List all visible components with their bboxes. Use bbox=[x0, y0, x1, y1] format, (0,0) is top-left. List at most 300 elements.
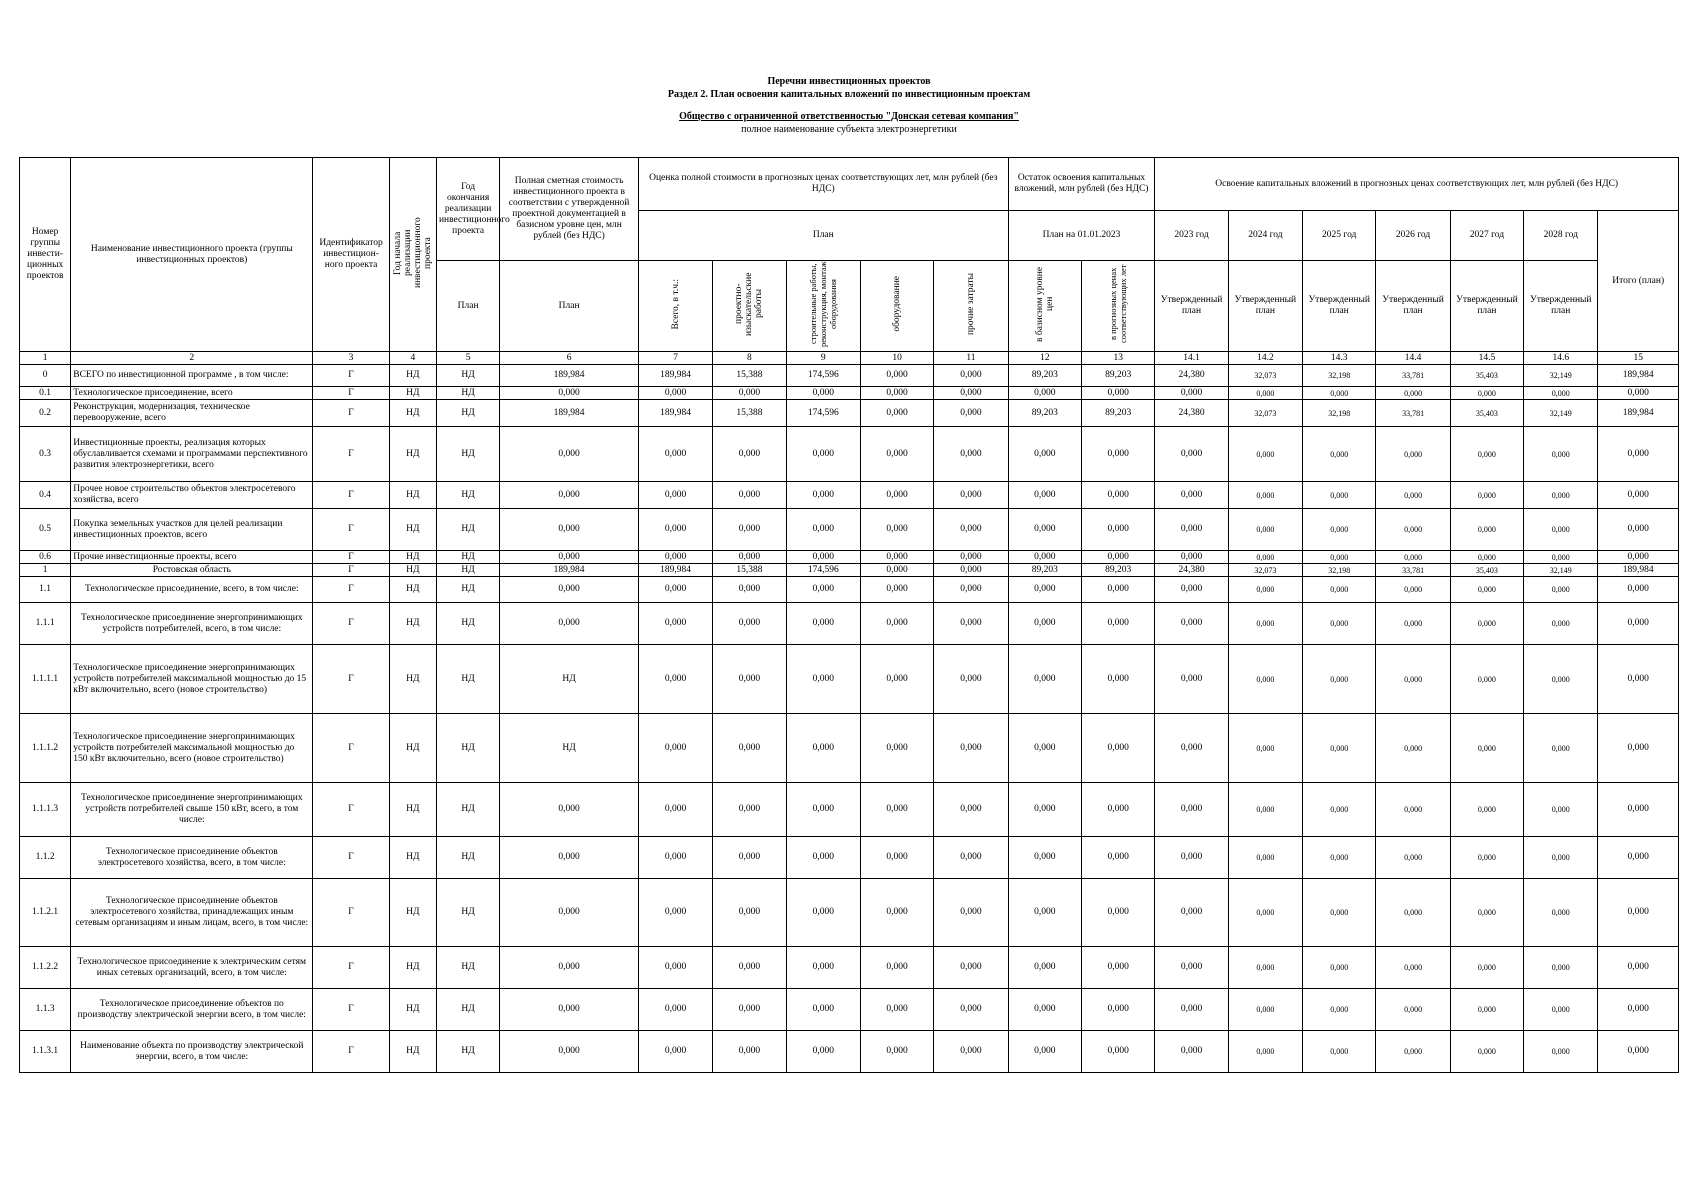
row-identifier: Г bbox=[313, 365, 389, 387]
row-start-year: НД bbox=[389, 427, 436, 482]
header-approved-2026: Утвержденный план bbox=[1376, 261, 1450, 352]
row-value: 0,000 bbox=[638, 509, 712, 551]
row-value: 0,000 bbox=[1450, 645, 1523, 714]
row-value: 0,000 bbox=[1008, 482, 1081, 509]
row-value: 0,000 bbox=[1598, 783, 1679, 837]
row-value: 0,000 bbox=[934, 989, 1008, 1031]
row-identifier: Г bbox=[313, 603, 389, 645]
row-value: 0,000 bbox=[1228, 387, 1302, 400]
row-value: 0,000 bbox=[1082, 427, 1155, 482]
row-name: Технологическое присоединение объектов по производству электрической энергии всего, в том числе: bbox=[71, 989, 313, 1031]
header-remain-base bbox=[1008, 261, 1081, 352]
row-value: 0,000 bbox=[1082, 551, 1155, 564]
row-name: Прочие инвестиционные проекты, всего bbox=[71, 551, 313, 564]
row-value: 0,000 bbox=[1450, 603, 1523, 645]
column-number: 13 bbox=[1082, 352, 1155, 365]
row-identifier: Г bbox=[313, 645, 389, 714]
row-name: Технологическое присоединение, всего, в том числе: bbox=[71, 577, 313, 603]
row-value: 0,000 bbox=[860, 577, 933, 603]
row-name: Технологическое присоединение к электрическим сетям иных сетевых организаций, всего, в том числе: bbox=[71, 947, 313, 989]
row-value: 0,000 bbox=[1376, 879, 1450, 947]
header-year-2027: 2027 год bbox=[1450, 211, 1523, 261]
row-end-year: НД bbox=[436, 551, 499, 564]
row-value: 0,000 bbox=[1155, 837, 1228, 879]
row-value: 0,000 bbox=[638, 427, 712, 482]
row-value: 0,000 bbox=[786, 1031, 860, 1073]
row-end-year: НД bbox=[436, 837, 499, 879]
table-row bbox=[20, 714, 1679, 783]
row-value: 0,000 bbox=[1155, 509, 1228, 551]
row-value: 89,203 bbox=[1082, 365, 1155, 387]
row-value: 0,000 bbox=[713, 427, 786, 482]
header-start-year-text: Год начала реализации инвестиционного проекта bbox=[392, 217, 433, 288]
row-full-cost: НД bbox=[500, 714, 639, 783]
row-value: 0,000 bbox=[713, 879, 786, 947]
row-value: 0,000 bbox=[1303, 509, 1376, 551]
row-value: 0,000 bbox=[934, 645, 1008, 714]
column-number: 14.6 bbox=[1524, 352, 1598, 365]
row-value: 0,000 bbox=[1303, 645, 1376, 714]
row-value: 0,000 bbox=[1598, 577, 1679, 603]
column-number: 9 bbox=[786, 352, 860, 365]
header-full-cost-plan: План bbox=[500, 261, 639, 352]
row-value: 0,000 bbox=[860, 783, 933, 837]
row-number: 1.1.2.1 bbox=[20, 879, 71, 947]
row-value: 15,388 bbox=[713, 400, 786, 427]
row-value: 0,000 bbox=[638, 1031, 712, 1073]
row-value: 0,000 bbox=[786, 837, 860, 879]
row-value: 0,000 bbox=[713, 947, 786, 989]
row-value: 0,000 bbox=[713, 714, 786, 783]
row-identifier: Г bbox=[313, 387, 389, 400]
organization-name: Общество с ограниченной ответственностью "Донская сетевая компания" bbox=[679, 111, 1019, 122]
row-value: 0,000 bbox=[934, 603, 1008, 645]
row-value: 15,388 bbox=[713, 564, 786, 577]
row-value: 0,000 bbox=[1008, 645, 1081, 714]
row-value: 0,000 bbox=[713, 783, 786, 837]
row-value: 0,000 bbox=[1008, 879, 1081, 947]
row-full-cost: НД bbox=[500, 645, 639, 714]
row-full-cost: 0,000 bbox=[500, 387, 639, 400]
row-value: 0,000 bbox=[1450, 551, 1523, 564]
row-value: 0,000 bbox=[1598, 879, 1679, 947]
row-value: 0,000 bbox=[1524, 947, 1598, 989]
row-value: 0,000 bbox=[638, 989, 712, 1031]
row-value: 0,000 bbox=[934, 509, 1008, 551]
row-value: 0,000 bbox=[638, 947, 712, 989]
row-number: 0.1 bbox=[20, 387, 71, 400]
header-end-plan: План bbox=[436, 261, 499, 352]
row-value: 0,000 bbox=[1082, 1031, 1155, 1073]
row-value: 0,000 bbox=[1082, 645, 1155, 714]
row-identifier: Г bbox=[313, 989, 389, 1031]
row-end-year: НД bbox=[436, 603, 499, 645]
row-name: Технологическое присоединение энергопринимающих устройств потребителей, всего, в том числе: bbox=[71, 603, 313, 645]
row-value: 0,000 bbox=[1524, 714, 1598, 783]
row-value: 0,000 bbox=[1598, 837, 1679, 879]
row-value: 0,000 bbox=[1450, 989, 1523, 1031]
row-value: 0,000 bbox=[1303, 1031, 1376, 1073]
row-value: 0,000 bbox=[1598, 714, 1679, 783]
row-value: 0,000 bbox=[1450, 427, 1523, 482]
row-name: Технологическое присоединение объектов электросетевого хозяйства, всего, в том числе: bbox=[71, 837, 313, 879]
row-number: 0.5 bbox=[20, 509, 71, 551]
row-value: 0,000 bbox=[786, 879, 860, 947]
row-value: 0,000 bbox=[1008, 783, 1081, 837]
row-value: 0,000 bbox=[934, 427, 1008, 482]
row-number: 1.1.1.2 bbox=[20, 714, 71, 783]
row-start-year: НД bbox=[389, 714, 436, 783]
row-identifier: Г bbox=[313, 837, 389, 879]
row-value: 0,000 bbox=[860, 365, 933, 387]
column-number: 15 bbox=[1598, 352, 1679, 365]
row-value: 0,000 bbox=[1524, 482, 1598, 509]
row-value: 0,000 bbox=[1303, 577, 1376, 603]
row-value: 0,000 bbox=[1228, 714, 1302, 783]
row-value: 174,596 bbox=[786, 400, 860, 427]
header-est-equipment-text: оборудование bbox=[892, 276, 903, 332]
row-value: 0,000 bbox=[1155, 482, 1228, 509]
row-value: 32,073 bbox=[1228, 564, 1302, 577]
row-name: Ростовская область bbox=[71, 564, 313, 577]
row-value: 0,000 bbox=[1155, 947, 1228, 989]
header-start-year bbox=[389, 158, 436, 352]
header-group-no: Номер группы инвести-ционных проектов bbox=[20, 158, 71, 352]
row-value: 0,000 bbox=[860, 482, 933, 509]
row-value: 0,000 bbox=[1008, 427, 1081, 482]
organization-caption: полное наименование субъекта электроэнергетики bbox=[741, 124, 957, 135]
row-value: 0,000 bbox=[786, 509, 860, 551]
row-value: 0,000 bbox=[1008, 837, 1081, 879]
row-value: 189,984 bbox=[1598, 365, 1679, 387]
row-value: 0,000 bbox=[1228, 427, 1302, 482]
row-value: 189,984 bbox=[638, 400, 712, 427]
row-number: 1.1.1.3 bbox=[20, 783, 71, 837]
row-end-year: НД bbox=[436, 989, 499, 1031]
row-value: 0,000 bbox=[934, 482, 1008, 509]
row-value: 0,000 bbox=[1155, 879, 1228, 947]
row-full-cost: 0,000 bbox=[500, 509, 639, 551]
row-value: 0,000 bbox=[1598, 947, 1679, 989]
header-remain-plan: План на 01.01.2023 bbox=[1008, 211, 1155, 261]
table-row bbox=[20, 400, 1679, 427]
row-value: 0,000 bbox=[638, 577, 712, 603]
header-estimate-plan: План bbox=[638, 211, 1008, 261]
row-value: 32,149 bbox=[1524, 564, 1598, 577]
row-value: 0,000 bbox=[786, 427, 860, 482]
row-value: 0,000 bbox=[638, 387, 712, 400]
row-value: 0,000 bbox=[1303, 837, 1376, 879]
table-row bbox=[20, 365, 1679, 387]
row-value: 0,000 bbox=[1598, 551, 1679, 564]
row-full-cost: 0,000 bbox=[500, 482, 639, 509]
row-full-cost: 0,000 bbox=[500, 1031, 639, 1073]
row-full-cost: 189,984 bbox=[500, 400, 639, 427]
row-value: 0,000 bbox=[1082, 387, 1155, 400]
row-value: 0,000 bbox=[1450, 837, 1523, 879]
row-value: 33,781 bbox=[1376, 365, 1450, 387]
document-titles bbox=[0, 75, 1698, 136]
column-number: 4 bbox=[389, 352, 436, 365]
row-value: 0,000 bbox=[1228, 577, 1302, 603]
row-value: 0,000 bbox=[1376, 783, 1450, 837]
row-identifier: Г bbox=[313, 427, 389, 482]
row-value: 0,000 bbox=[713, 551, 786, 564]
header-id: Идентификатор инвестицион-ного проекта bbox=[313, 158, 389, 352]
row-value: 0,000 bbox=[1376, 577, 1450, 603]
row-start-year: НД bbox=[389, 509, 436, 551]
row-start-year: НД bbox=[389, 879, 436, 947]
row-value: 15,388 bbox=[713, 365, 786, 387]
row-value: 0,000 bbox=[713, 482, 786, 509]
row-start-year: НД bbox=[389, 1031, 436, 1073]
header-approved-2027: Утвержденный план bbox=[1450, 261, 1523, 352]
row-number: 1.1.2.2 bbox=[20, 947, 71, 989]
row-value: 0,000 bbox=[860, 1031, 933, 1073]
row-value: 32,198 bbox=[1303, 365, 1376, 387]
row-value: 0,000 bbox=[1376, 645, 1450, 714]
header-approved-2025: Утвержденный план bbox=[1303, 261, 1376, 352]
row-value: 0,000 bbox=[1598, 387, 1679, 400]
row-value: 0,000 bbox=[860, 603, 933, 645]
row-value: 0,000 bbox=[860, 387, 933, 400]
row-value: 33,781 bbox=[1376, 564, 1450, 577]
row-value: 0,000 bbox=[1228, 837, 1302, 879]
row-end-year: НД bbox=[436, 645, 499, 714]
table-row bbox=[20, 879, 1679, 947]
row-value: 0,000 bbox=[1598, 1031, 1679, 1073]
row-value: 0,000 bbox=[638, 482, 712, 509]
row-value: 0,000 bbox=[1376, 603, 1450, 645]
row-value: 0,000 bbox=[1082, 947, 1155, 989]
row-value: 0,000 bbox=[934, 551, 1008, 564]
row-full-cost: 0,000 bbox=[500, 603, 639, 645]
row-identifier: Г bbox=[313, 509, 389, 551]
row-value: 0,000 bbox=[1082, 837, 1155, 879]
row-value: 0,000 bbox=[860, 837, 933, 879]
section-title: Раздел 2. План освоения капитальных вложений по инвестиционным проектам bbox=[667, 89, 1031, 100]
header-est-equipment bbox=[860, 261, 933, 352]
row-value: 0,000 bbox=[786, 482, 860, 509]
column-number: 5 bbox=[436, 352, 499, 365]
row-value: 0,000 bbox=[860, 400, 933, 427]
row-start-year: НД bbox=[389, 989, 436, 1031]
table-row bbox=[20, 603, 1679, 645]
row-value: 0,000 bbox=[713, 603, 786, 645]
header-year-2028: 2028 год bbox=[1524, 211, 1598, 261]
row-value: 0,000 bbox=[1524, 509, 1598, 551]
header-remain-forecast-text: в прогнозных ценах соответствующих лет bbox=[1108, 264, 1129, 344]
row-value: 0,000 bbox=[934, 947, 1008, 989]
row-value: 0,000 bbox=[860, 947, 933, 989]
row-value: 174,596 bbox=[786, 365, 860, 387]
row-value: 0,000 bbox=[1082, 577, 1155, 603]
header-est-other bbox=[934, 261, 1008, 352]
row-value: 0,000 bbox=[934, 577, 1008, 603]
row-full-cost: 189,984 bbox=[500, 564, 639, 577]
row-value: 32,198 bbox=[1303, 564, 1376, 577]
row-value: 0,000 bbox=[713, 645, 786, 714]
row-value: 0,000 bbox=[638, 783, 712, 837]
row-value: 24,380 bbox=[1155, 564, 1228, 577]
row-value: 0,000 bbox=[638, 551, 712, 564]
row-number: 1 bbox=[20, 564, 71, 577]
header-full-cost: Полная сметная стоимость инвестиционного проекта в соответствии с утвержденной проектной документацией в базисном уровне цен, млн рублей (без НДС) bbox=[500, 158, 639, 261]
investment-table bbox=[19, 157, 1679, 1073]
row-value: 0,000 bbox=[1082, 783, 1155, 837]
row-start-year: НД bbox=[389, 837, 436, 879]
header-end-year: Год окончания реализации инвестиционного проекта bbox=[436, 158, 499, 261]
table-row bbox=[20, 551, 1679, 564]
row-value: 32,073 bbox=[1228, 365, 1302, 387]
table-row bbox=[20, 482, 1679, 509]
row-value: 0,000 bbox=[786, 947, 860, 989]
column-number: 14.3 bbox=[1303, 352, 1376, 365]
row-end-year: НД bbox=[436, 427, 499, 482]
row-value: 0,000 bbox=[934, 400, 1008, 427]
row-name: Прочее новое строительство объектов электросетевого хозяйства, всего bbox=[71, 482, 313, 509]
row-name: Технологическое присоединение энергопринимающих устройств потребителей свыше 150 кВт, всего, в том числе: bbox=[71, 783, 313, 837]
header-year-2023: 2023 год bbox=[1155, 211, 1228, 261]
row-value: 0,000 bbox=[1598, 482, 1679, 509]
row-value: 0,000 bbox=[1524, 387, 1598, 400]
row-value: 0,000 bbox=[786, 603, 860, 645]
row-name: Инвестиционные проекты, реализация которых обуславливается схемами и программами перспективного развития электроэнергетики, всего bbox=[71, 427, 313, 482]
row-value: 0,000 bbox=[860, 509, 933, 551]
column-number: 1 bbox=[20, 352, 71, 365]
row-name: Технологическое присоединение объектов электросетевого хозяйства, принадлежащих иным сетевым организациям и иным лицам, всего, в том числе: bbox=[71, 879, 313, 947]
row-value: 0,000 bbox=[713, 989, 786, 1031]
row-value: 0,000 bbox=[786, 645, 860, 714]
row-start-year: НД bbox=[389, 387, 436, 400]
column-number: 14.4 bbox=[1376, 352, 1450, 365]
row-value: 0,000 bbox=[1450, 387, 1523, 400]
row-value: 0,000 bbox=[860, 427, 933, 482]
row-value: 0,000 bbox=[1155, 427, 1228, 482]
table-row bbox=[20, 947, 1679, 989]
row-end-year: НД bbox=[436, 947, 499, 989]
row-name: Реконструкция, модернизация, техническое перевооружение, всего bbox=[71, 400, 313, 427]
row-identifier: Г bbox=[313, 551, 389, 564]
header-est-other-text: прочие затраты bbox=[965, 272, 976, 336]
row-value: 32,149 bbox=[1524, 400, 1598, 427]
row-value: 0,000 bbox=[934, 783, 1008, 837]
row-value: 33,781 bbox=[1376, 400, 1450, 427]
row-value: 189,984 bbox=[1598, 400, 1679, 427]
row-end-year: НД bbox=[436, 714, 499, 783]
row-value: 0,000 bbox=[1008, 551, 1081, 564]
row-identifier: Г bbox=[313, 482, 389, 509]
row-full-cost: 0,000 bbox=[500, 879, 639, 947]
document-title: Перечни инвестиционных проектов bbox=[767, 76, 931, 87]
row-value: 0,000 bbox=[1155, 577, 1228, 603]
row-value: 0,000 bbox=[1082, 603, 1155, 645]
row-value: 0,000 bbox=[1228, 989, 1302, 1031]
row-value: 89,203 bbox=[1008, 365, 1081, 387]
row-name: ВСЕГО по инвестиционной программе , в том числе: bbox=[71, 365, 313, 387]
row-number: 0 bbox=[20, 365, 71, 387]
row-value: 0,000 bbox=[934, 837, 1008, 879]
row-start-year: НД bbox=[389, 564, 436, 577]
row-number: 0.3 bbox=[20, 427, 71, 482]
row-value: 0,000 bbox=[1155, 783, 1228, 837]
row-value: 0,000 bbox=[1524, 551, 1598, 564]
row-value: 0,000 bbox=[1376, 989, 1450, 1031]
row-value: 0,000 bbox=[1008, 947, 1081, 989]
row-value: 0,000 bbox=[860, 989, 933, 1031]
table-row bbox=[20, 783, 1679, 837]
row-value: 0,000 bbox=[1155, 387, 1228, 400]
column-number: 11 bbox=[934, 352, 1008, 365]
row-value: 89,203 bbox=[1082, 564, 1155, 577]
row-value: 0,000 bbox=[1228, 1031, 1302, 1073]
row-start-year: НД bbox=[389, 947, 436, 989]
row-value: 0,000 bbox=[1450, 879, 1523, 947]
row-value: 0,000 bbox=[1303, 947, 1376, 989]
row-end-year: НД bbox=[436, 783, 499, 837]
row-value: 0,000 bbox=[1303, 989, 1376, 1031]
row-value: 0,000 bbox=[1155, 645, 1228, 714]
row-value: 0,000 bbox=[1450, 947, 1523, 989]
row-value: 0,000 bbox=[1082, 482, 1155, 509]
row-full-cost: 0,000 bbox=[500, 989, 639, 1031]
row-number: 1.1.1 bbox=[20, 603, 71, 645]
row-identifier: Г bbox=[313, 577, 389, 603]
column-number: 14.2 bbox=[1228, 352, 1302, 365]
row-value: 0,000 bbox=[1155, 551, 1228, 564]
row-number: 1.1.2 bbox=[20, 837, 71, 879]
row-value: 0,000 bbox=[1008, 1031, 1081, 1073]
row-value: 0,000 bbox=[1228, 482, 1302, 509]
table-row bbox=[20, 645, 1679, 714]
row-value: 0,000 bbox=[1598, 509, 1679, 551]
row-value: 0,000 bbox=[1524, 879, 1598, 947]
table-row bbox=[20, 577, 1679, 603]
row-value: 0,000 bbox=[786, 783, 860, 837]
row-number: 1.1.3.1 bbox=[20, 1031, 71, 1073]
column-numbers-row bbox=[20, 352, 1679, 365]
row-value: 89,203 bbox=[1008, 564, 1081, 577]
row-name: Покупка земельных участков для целей реализации инвестиционных проектов, всего bbox=[71, 509, 313, 551]
row-value: 0,000 bbox=[638, 879, 712, 947]
row-value: 89,203 bbox=[1008, 400, 1081, 427]
row-value: 0,000 bbox=[1228, 645, 1302, 714]
row-value: 0,000 bbox=[1008, 989, 1081, 1031]
header-approved-2023: Утвержденный план bbox=[1155, 261, 1228, 352]
column-number: 10 bbox=[860, 352, 933, 365]
row-value: 0,000 bbox=[1082, 879, 1155, 947]
table-row bbox=[20, 989, 1679, 1031]
table-row bbox=[20, 427, 1679, 482]
table-row bbox=[20, 509, 1679, 551]
row-value: 0,000 bbox=[1228, 551, 1302, 564]
row-value: 0,000 bbox=[1155, 714, 1228, 783]
row-value: 0,000 bbox=[1303, 714, 1376, 783]
row-number: 0.2 bbox=[20, 400, 71, 427]
row-name: Технологическое присоединение, всего bbox=[71, 387, 313, 400]
column-number: 7 bbox=[638, 352, 712, 365]
row-end-year: НД bbox=[436, 577, 499, 603]
row-value: 0,000 bbox=[1524, 427, 1598, 482]
row-end-year: НД bbox=[436, 387, 499, 400]
row-full-cost: 0,000 bbox=[500, 783, 639, 837]
header-remain-forecast bbox=[1082, 261, 1155, 352]
row-value: 0,000 bbox=[1228, 947, 1302, 989]
row-number: 1.1.3 bbox=[20, 989, 71, 1031]
row-value: 0,000 bbox=[1376, 509, 1450, 551]
row-value: 0,000 bbox=[1598, 989, 1679, 1031]
row-end-year: НД bbox=[436, 365, 499, 387]
